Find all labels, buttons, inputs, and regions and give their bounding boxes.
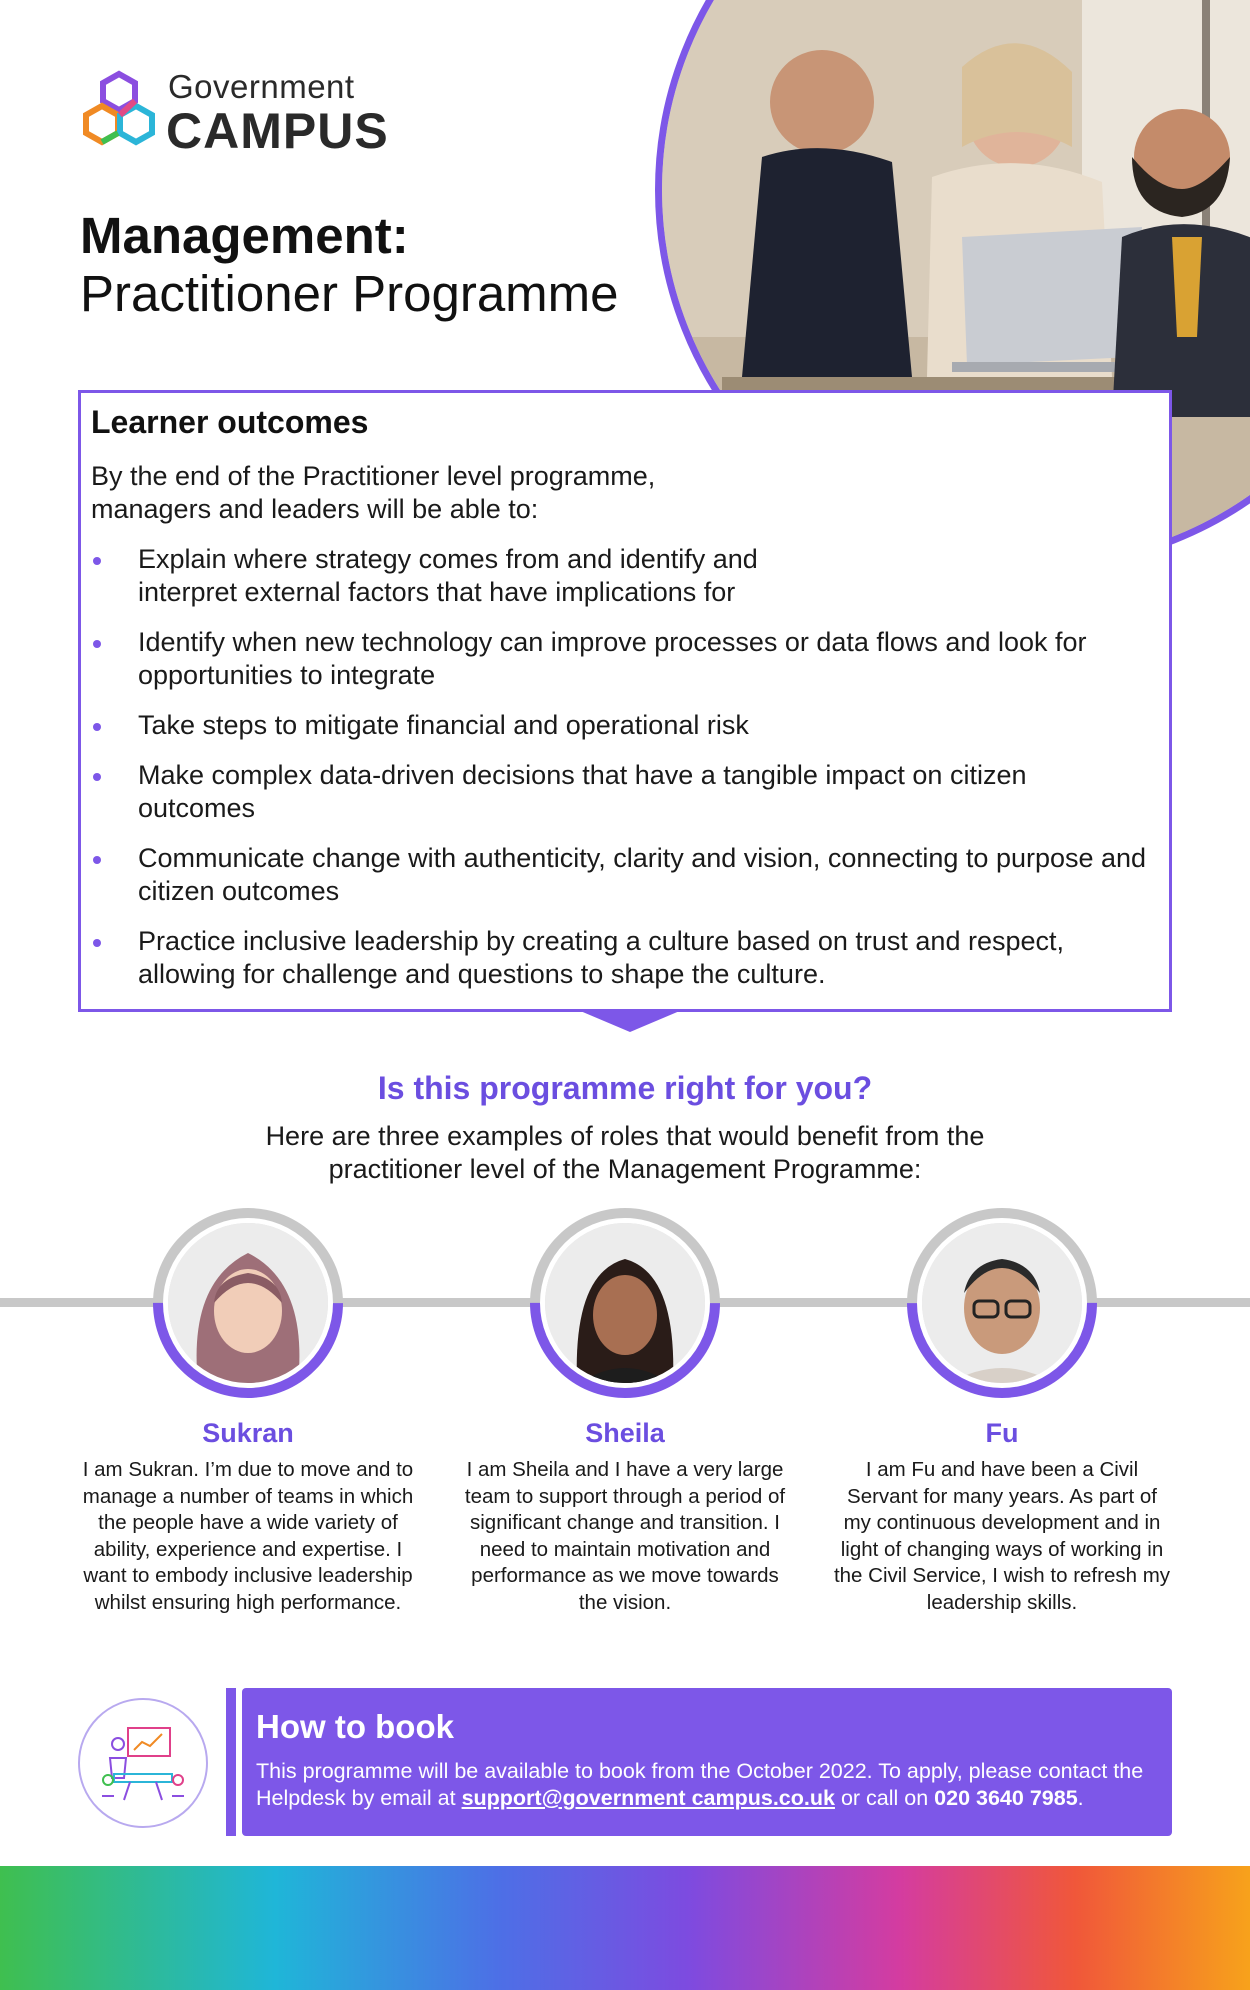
bullet-icon bbox=[93, 640, 101, 648]
page-subtitle: Practitioner Programme bbox=[80, 265, 619, 322]
bullet-icon bbox=[93, 773, 101, 781]
government-campus-logo bbox=[80, 66, 400, 159]
outcomes-list bbox=[91, 543, 1151, 1008]
bullet-icon bbox=[93, 939, 101, 947]
outcomes-pointer bbox=[578, 1010, 682, 1032]
booking-heading: How to book bbox=[256, 1708, 454, 1745]
booking-accent-bar bbox=[226, 1688, 236, 1836]
person-name: Sheila bbox=[585, 1418, 665, 1448]
outcomes-intro: By the end of the Practitioner level programme, managers and leaders will be able to: bbox=[91, 461, 656, 524]
logo-government-text: Government bbox=[168, 68, 355, 105]
list-item: Communicate change with authenticity, clarity and vision, connecting to purpose and citizen outcomes bbox=[91, 842, 1151, 908]
person-quote: I am Fu and have been a Civil Servant for many years. As part of my continuous development and in light of changing ways of working in the Civil Service, I wish to refresh my leadership skills. bbox=[833, 1458, 1171, 1614]
person-quote: I am Sheila and I have a very large team to support through a period of significant change and transition. I need to maintain motivation and performance as we move towards the vision. bbox=[464, 1458, 786, 1614]
person-quote: I am Sukran. I’m due to move and to manage a number of teams in which the people have a wide variety of ability, experience and expertise. I want to embody inclusive leadership whilst ensuring high performance. bbox=[82, 1458, 414, 1614]
person-name: Sukran bbox=[202, 1418, 294, 1448]
avatar bbox=[922, 1223, 1082, 1383]
list-item: Make complex data-driven decisions that have a tangible impact on citizen outcomes bbox=[91, 759, 1028, 825]
presentation-icon bbox=[80, 1700, 206, 1826]
avatar bbox=[545, 1223, 705, 1383]
section-heading: Is this programme right for you? bbox=[377, 1070, 873, 1106]
email-link[interactable]: support@government campus.co.uk bbox=[461, 1786, 835, 1810]
list-item: Take steps to mitigate financial and operational risk bbox=[91, 709, 1151, 742]
booking-text: This programme will be available to book from the October 2022. To apply, please contact the Helpdesk by email at support@government campus.co.uk or call on 020 3640 7985. bbox=[256, 1759, 1144, 1810]
page-title: Management: bbox=[80, 207, 409, 264]
outcomes-heading: Learner outcomes bbox=[91, 404, 369, 440]
footer-gradient-bar bbox=[0, 1866, 1250, 1990]
avatar bbox=[168, 1223, 328, 1383]
logo-campus-text: CAMPUS bbox=[166, 103, 389, 159]
list-item: Explain where strategy comes from and identify and interpret external factors that have implications for bbox=[91, 543, 838, 609]
hexagon-logo-icon bbox=[80, 70, 158, 154]
sheila-photo bbox=[545, 1223, 705, 1383]
phone-number: 020 3640 7985 bbox=[934, 1786, 1078, 1810]
person-name: Fu bbox=[985, 1418, 1019, 1448]
meeting-icon bbox=[78, 1698, 208, 1828]
list-item: Practice inclusive leadership by creating a culture based on trust and respect, allowing for challenge and questions to shape the culture. bbox=[91, 925, 1151, 991]
fu-photo bbox=[922, 1223, 1082, 1383]
list-item: Identify when new technology can improve processes or data flows and look for opportunities to integrate bbox=[91, 626, 1151, 692]
bullet-icon bbox=[93, 723, 101, 731]
bullet-icon bbox=[93, 856, 101, 864]
section-intro: Here are three examples of roles that would benefit from the practitioner level of the Management Programme: bbox=[265, 1121, 985, 1184]
sukran-photo bbox=[168, 1223, 328, 1383]
bullet-icon bbox=[93, 557, 101, 565]
